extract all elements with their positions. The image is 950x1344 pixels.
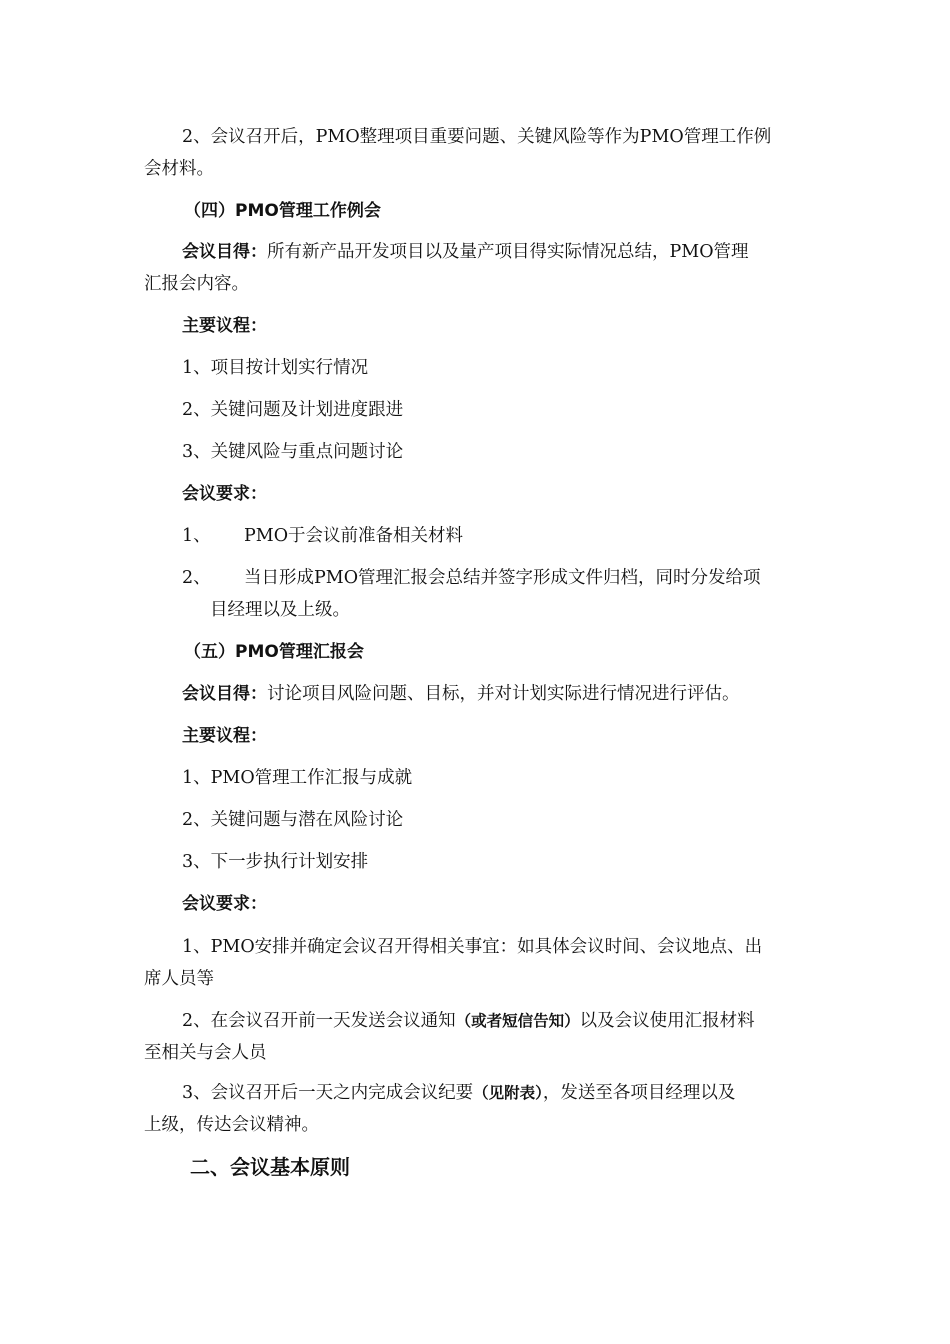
emphasis-run: （或者短信告知）: [455, 1012, 580, 1030]
sec4-req-label: 会议要求：: [182, 484, 267, 504]
sec5-agenda-label: 主要议程：: [182, 726, 267, 746]
paragraph-line: 1、PMO安排并确定会议召开得相关事宜：如具体会议时间、会议地点、出: [182, 937, 763, 957]
list-text: PMO于会议前准备相关材料: [244, 526, 464, 546]
sec4-agenda-item: 1、项目按计划实行情况: [182, 358, 369, 378]
paragraph-line: 汇报会内容。: [144, 274, 249, 294]
sec5-req3-line: [0, 1077, 950, 1109]
sec5-agenda-item: 1、PMO管理工作汇报与成就: [182, 768, 413, 788]
sec4-agenda-item: 3、关键风险与重点问题讨论: [182, 442, 404, 462]
sec4-req-item: [0, 520, 950, 552]
sec5-purpose-label: 会议目得：: [182, 684, 267, 704]
sec4-agenda-item: 2、关键问题及计划进度跟进: [182, 400, 404, 420]
text-run: ，发送至各项目经理以及: [542, 1083, 736, 1103]
part-heading: 二、会议基本原则: [190, 1155, 350, 1179]
sec4-purpose: [0, 236, 950, 268]
list-number: 2、: [182, 568, 211, 588]
emphasis-run: （见附表）: [473, 1084, 543, 1102]
section-heading-5: （五）PMO管理汇报会: [184, 642, 364, 662]
text-run: 以及会议使用汇报材料: [579, 1011, 755, 1031]
sec5-agenda-item: 2、关键问题与潜在风险讨论: [182, 810, 404, 830]
sec5-purpose-text: 讨论项目风险问题、目标，并对计划实际进行情况进行评估。: [267, 684, 740, 704]
sec4-req-item: [0, 562, 950, 594]
sec5-purpose: [0, 678, 950, 710]
sec5-req2-line: [0, 1005, 950, 1037]
paragraph-line: 目经理以及上级。: [210, 600, 350, 620]
paragraph-line: 席人员等: [144, 969, 214, 989]
text-run: 3、会议召开后一天之内完成会议纪要: [182, 1083, 474, 1103]
sec4-agenda-label: 主要议程：: [182, 316, 267, 336]
list-number: 1、: [182, 526, 211, 546]
sec5-req-label: 会议要求：: [182, 894, 267, 914]
paragraph-line: 上级，传达会议精神。: [144, 1115, 319, 1135]
sec4-purpose-text: 所有新产品开发项目以及量产项目得实际情况总结，PMO管理: [267, 242, 749, 262]
text-run: 2、在会议召开前一天发送会议通知: [182, 1011, 456, 1031]
sec4-purpose-label: 会议目得：: [182, 242, 267, 262]
sec5-agenda-item: 3、下一步执行计划安排: [182, 852, 369, 872]
paragraph-line: 至相关与会人员: [144, 1043, 267, 1063]
paragraph-line: 2、会议召开后，PMO整理项目重要问题、关键风险等作为PMO管理工作例: [182, 127, 772, 147]
paragraph-line: 会材料。: [144, 159, 214, 179]
list-text: 当日形成PMO管理汇报会总结并签字形成文件归档，同时分发给项: [244, 568, 761, 588]
section-heading-4: （四）PMO管理工作例会: [184, 201, 381, 221]
